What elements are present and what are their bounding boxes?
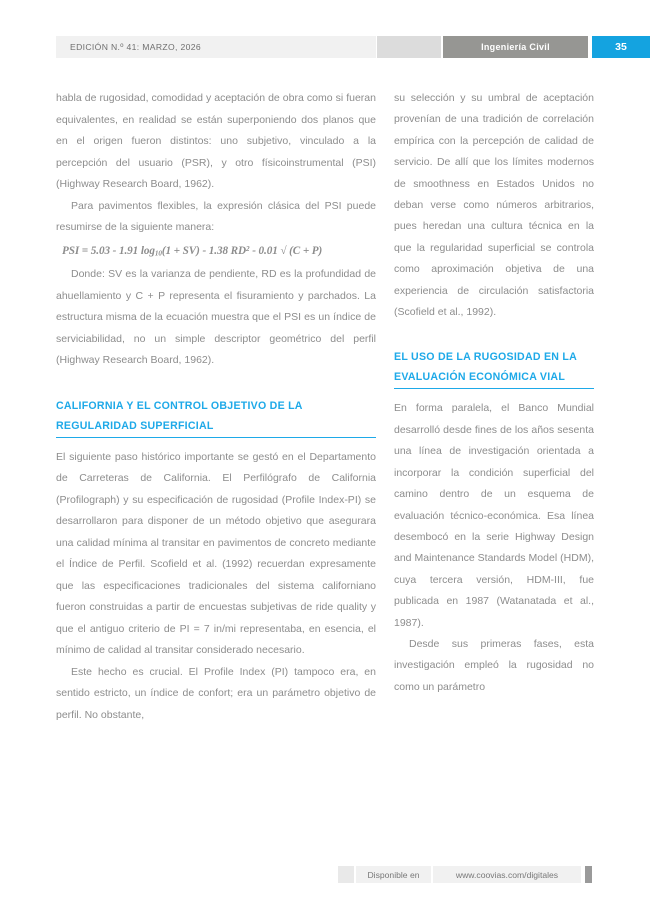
- formula-mid: (1 + SV) - 1.38 RD: [161, 244, 246, 257]
- page-number-badge: [592, 36, 650, 58]
- left-heading-spacer-top: [56, 372, 376, 396]
- right-heading-spacer-bottom: [394, 389, 594, 398]
- right-text-column: [394, 88, 594, 698]
- left-paragraph-2: Para pavimentos flexibles, la expresión clásica del PSI puede resumirse de la siguiente manera:: [56, 199, 376, 233]
- header-edition-band: [56, 36, 376, 58]
- page-number-text: 35: [615, 41, 627, 53]
- left-paragraph-1: habla de rugosidad, comodidad y aceptación de obra como si fueran equivalentes, en realidad se están superponiendo dos planos que en el origen fueron distintos: uno subjetivo, vinculado a la percepción del usuario (PSR), y otro físicoinstrumental (PSI) (Highway Research Board, 1962).: [56, 92, 376, 190]
- left-text-column: [56, 88, 376, 726]
- footer-left-block: [338, 866, 354, 883]
- left-section-heading: CALIFORNIA Y EL CONTROL OBJETIVO DE LA REGULARIDAD SUPERFICIAL: [56, 396, 376, 438]
- right-paragraph-2: En forma paralela, el Banco Mundial desarrolló desde fines de los años sesenta una línea de investigación orientada a incorporar la condición superficial del camino dentro de un esquema de evaluación técnico-económica. Esa línea desembocó en la serie Highway Design and Maintenance Standards Model (HDM), cuya tercera versión, HDM-III, fue publicada en 1987 (Watanatada et al., 1987).: [394, 402, 594, 629]
- left-paragraph-3: Donde: SV es la varianza de pendiente, RD es la profundidad de ahuellamiento y C + P representa el fisuramiento y parchados. La estructura misma de la ecuación muestra que el PSI es un índice de serviciabilidad, no un simple descriptor geométrico del perfil (Highway Research Board, 1962).: [56, 268, 376, 367]
- footer-availability-band: [356, 866, 431, 883]
- page-footer: [0, 866, 650, 883]
- footer-url-text[interactable]: www.coovias.com/digitales: [455, 869, 559, 880]
- right-paragraph-3: Desde sus primeras fases, esta investigación empleó la rugosidad no como un parámetro: [394, 637, 594, 693]
- formula-log-base: 10: [154, 248, 162, 257]
- header-spacer-block: [377, 36, 441, 58]
- formula-lhs: PSI = 5.03 - 1.91 log: [62, 244, 155, 257]
- page-header: [0, 36, 650, 58]
- header-section-text: Ingeniería Civil: [481, 42, 550, 52]
- right-paragraph-1: su selección y su umbral de aceptación provenían de una tradición de correlación empírica con la percepción de calidad de servicio. De allí que los límites modernos de smoothness en Estados Unidos no deban verse como números arbitrarios, pues heredan una cultura técnica en la que la regularidad superficial se controla como aproximación objetiva de una experiencia de circulación satisfactoria (Scofield et al., 1992).: [394, 92, 594, 319]
- formula-rhs: - 0.01 √ (C + P): [249, 244, 323, 257]
- footer-availability-text: Disponible en: [367, 869, 420, 880]
- footer-right-block: [585, 866, 592, 883]
- psi-formula: [56, 239, 376, 265]
- right-section-heading: EL USO DE LA RUGOSIDAD EN LA EVALUACIÓN ECONÓMICA VIAL: [394, 347, 594, 389]
- left-paragraph-4: El siguiente paso histórico importante se gestó en el Departamento de Carreteras de California. El Perfilógrafo de California (Profilograph) y su especificación de rugosidad (Profile Index-PI) se desarrollaron para disponer de un método objetivo que asegurara una calidad mínima al transitar en pavimentos de concreto mediante el Índice de Perfil. Scofield et al. (1992) recuerdan expresamente que las especificaciones tradicionales del sistema californiano fueron construidas a partir de encuestas subjetivas de ride quality y que el antiguo criterio de PI = 7 in/mi representaba, en esencia, el mínimo de calidad al transitar considerado necesario.: [56, 450, 376, 657]
- left-heading-spacer-bottom: [56, 438, 376, 447]
- right-heading-spacer-top: [394, 323, 594, 347]
- left-paragraph-5: Este hecho es crucial. El Profile Index (PI) tampoco era, en sentido estricto, un índice de confort; era un parámetro objetivo de perfil. No obstante,: [56, 665, 376, 721]
- formula-rd-exponent: 2: [246, 244, 250, 253]
- footer-url-band[interactable]: [433, 866, 581, 883]
- header-section-band: [443, 36, 588, 58]
- header-edition-text: EDICIÓN N.º 41: MARZO, 2026: [70, 42, 202, 52]
